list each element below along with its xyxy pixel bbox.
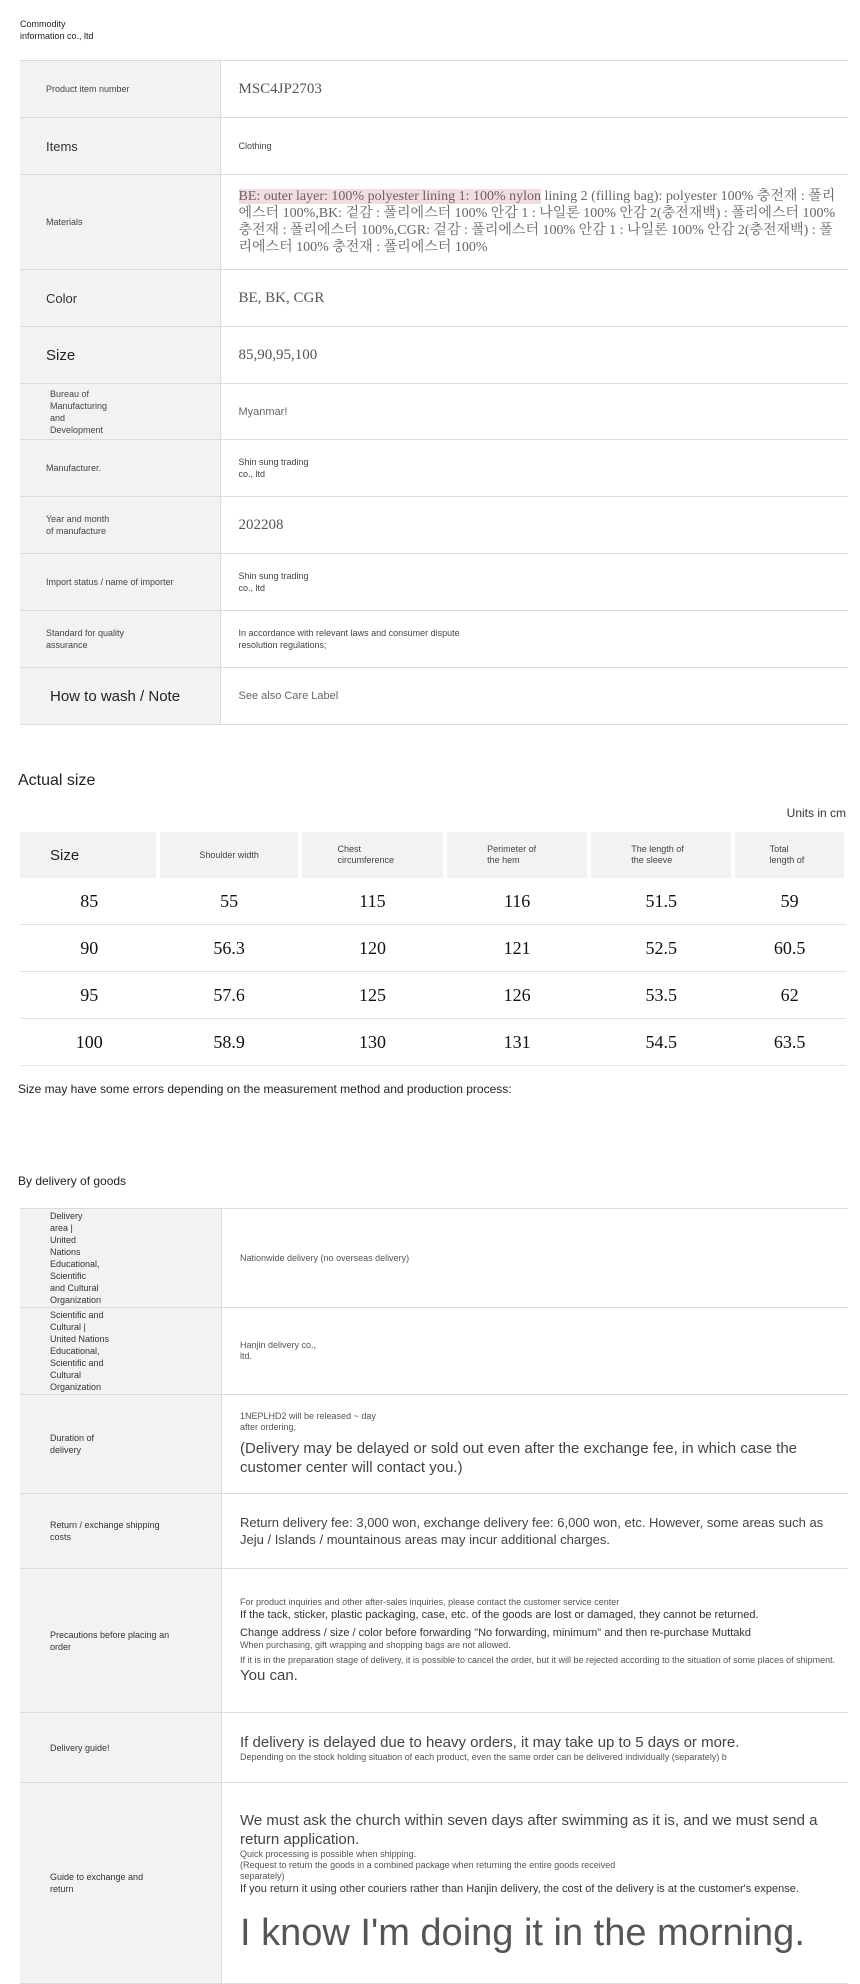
delivery-title: By delivery of goods xyxy=(18,1174,127,1188)
size-cell: 116 xyxy=(445,878,589,925)
product-info-table xyxy=(20,60,848,725)
info-value: Clothing xyxy=(220,118,848,175)
size-cell: 63.5 xyxy=(733,1019,846,1066)
info-value: See also Care Label xyxy=(220,668,848,725)
size-cell: 125 xyxy=(300,972,445,1019)
size-cell: 120 xyxy=(300,925,445,972)
info-label: Materials xyxy=(20,175,220,270)
return-guide-large-text: I know I'm doing it in the morning. xyxy=(240,1911,805,1954)
info-row xyxy=(20,327,848,384)
size-header: Chest circumference xyxy=(337,844,394,865)
info-label: Import status / name of importer xyxy=(20,554,220,611)
precaution-line: When purchasing, gift wrapping and shopping bags are not allowed. xyxy=(240,1639,511,1650)
size-cell: 58.9 xyxy=(158,1019,299,1066)
size-cell: 126 xyxy=(445,972,589,1019)
size-cell: 85 xyxy=(20,878,158,925)
size-cell: 51.5 xyxy=(589,878,733,925)
company-name: Commodity information co., ltd xyxy=(20,19,94,41)
size-cell: 62 xyxy=(733,972,846,1019)
info-label: Manufacturer. xyxy=(20,440,220,497)
size-table-header xyxy=(20,832,846,878)
size-cell: 130 xyxy=(300,1019,445,1066)
info-value: BE, BK, CGR xyxy=(220,270,848,327)
precaution-line: For product inquiries and other after-sales inquiries, please contact the customer service center xyxy=(240,1596,620,1607)
size-header: The length of the sleeve xyxy=(631,844,684,865)
delivery-guide-detail: Depending on the stock holding situation of each product, even the same order can be delivered individually (separately) b xyxy=(240,1751,727,1762)
materials-value xyxy=(220,175,848,270)
size-row xyxy=(20,925,846,972)
delivery-label: Return / exchange shipping costs xyxy=(20,1494,222,1569)
delivery-duration-small: 1NEPLHD2 will be released ~ day after ordering, xyxy=(240,1411,376,1432)
info-value: MSC4JP2703 xyxy=(220,61,848,118)
delivery-row xyxy=(20,1713,848,1783)
delivery-guide-main: If delivery is delayed due to heavy orders, it may take up to 5 days or more. xyxy=(240,1733,740,1751)
info-value: 202208 xyxy=(220,497,848,554)
size-cell: 60.5 xyxy=(733,925,846,972)
return-guide-line: If you return it using other couriers rather than Hanjin delivery, the cost of the delivery is at the customer's expense. xyxy=(240,1882,799,1895)
delivery-table xyxy=(20,1208,848,1984)
delivery-label: Delivery guide! xyxy=(20,1713,222,1783)
size-cell: 100 xyxy=(20,1019,158,1066)
size-header: Perimeter of the hem xyxy=(487,844,537,865)
info-label: Year and month of manufacture xyxy=(20,497,220,554)
size-row xyxy=(20,878,846,925)
info-row xyxy=(20,611,848,668)
actual-size-title: Actual size xyxy=(18,772,96,789)
units-label: Units in cm xyxy=(786,806,846,820)
info-value: 85,90,95,100 xyxy=(220,327,848,384)
size-cell: 115 xyxy=(300,878,445,925)
info-value: Shin sung trading co., ltd xyxy=(238,457,309,479)
size-cell: 131 xyxy=(445,1019,589,1066)
size-row xyxy=(20,972,846,1019)
info-label: Color xyxy=(20,270,220,327)
delivery-row xyxy=(20,1395,848,1494)
info-row xyxy=(20,270,848,327)
info-row xyxy=(20,554,848,611)
info-row xyxy=(20,668,848,725)
delivery-label: Delivery area | United Nations Educational, Scientific and Cultural Organization xyxy=(20,1209,222,1308)
info-label: Product item number xyxy=(20,61,220,118)
size-cell: 53.5 xyxy=(589,972,733,1019)
size-header: Shoulder width xyxy=(158,832,299,878)
info-label: How to wash / Note xyxy=(20,668,220,725)
info-label: Bureau of Manufacturing and Development xyxy=(20,384,220,440)
info-row xyxy=(20,118,848,175)
delivery-row xyxy=(20,1783,848,1984)
info-value: In accordance with relevant laws and consumer dispute resolution regulations; xyxy=(238,628,460,650)
size-cell: 54.5 xyxy=(589,1019,733,1066)
info-row xyxy=(20,384,848,440)
delivery-value: Nationwide delivery (no overseas delivery) xyxy=(222,1209,848,1308)
size-cell: 59 xyxy=(733,878,846,925)
info-row xyxy=(20,497,848,554)
info-value: Myanmar! xyxy=(220,384,848,440)
info-row xyxy=(20,175,848,270)
size-cell: 55 xyxy=(158,878,299,925)
return-guide-line: Quick processing is possible when shipping. xyxy=(240,1848,417,1859)
precaution-line: If it is in the preparation stage of delivery, it is possible to cancel the order, but it will be rejected according to the situation of some places of shipment. xyxy=(240,1654,836,1665)
delivery-label: Scientific and Cultural | United Nations Educational, Scientific and Cultural Organization xyxy=(20,1308,222,1395)
delivery-row xyxy=(20,1209,848,1308)
info-label: Standard for quality assurance xyxy=(20,611,220,668)
size-cell: 57.6 xyxy=(158,972,299,1019)
info-row xyxy=(20,440,848,497)
precaution-line: If the tack, sticker, plastic packaging, case, etc. of the goods are lost or damaged, they cannot be returned. xyxy=(240,1608,759,1621)
size-cell: 95 xyxy=(20,972,158,1019)
delivery-row xyxy=(20,1494,848,1569)
delivery-label: Duration of delivery xyxy=(20,1395,222,1494)
delivery-label: Precautions before placing an order xyxy=(20,1569,222,1713)
size-cell: 90 xyxy=(20,925,158,972)
precaution-line: You can. xyxy=(240,1666,298,1684)
delivery-row xyxy=(20,1569,848,1713)
delivery-label: Guide to exchange and return xyxy=(20,1783,222,1984)
materials-text: lining 2 (filling bag): polyester 100% 충전재 : 폴리에스터 100%,BK: 겉감 : 폴리에스터 100% 안감 1 : 나일론 100% 안감 2(충전재백) : 폴리에스터 100% 충전재 : 폴리에스터 100%,CGR: 겉감 : 폴리에스터 100% 안감 1 : 나일론 100% 안감 2(충전재백) : 폴리에스터 100% 충전재 : 폴리에스터 100% xyxy=(238,189,836,255)
size-cell: 121 xyxy=(445,925,589,972)
info-value: Shin sung trading co., ltd xyxy=(238,571,309,593)
precaution-line: Change address / size / color before forwarding "No forwarding, minimum" and then re-purchase Muttakd xyxy=(240,1626,752,1639)
delivery-value: Hanjin delivery co., ltd. xyxy=(240,1340,317,1361)
size-header: Size xyxy=(20,832,158,878)
delivery-duration-note: (Delivery may be delayed or sold out even after the exchange fee, in which case the customer center will contact you.) xyxy=(240,1440,798,1476)
materials-highlight: BE: outer layer: 100% polyester lining 1: 100% nylon xyxy=(238,189,542,204)
return-guide-line: (Request to return the goods in a combined package when returning the entire goods received separately) xyxy=(240,1859,616,1881)
delivery-value: Return delivery fee: 3,000 won, exchange delivery fee: 6,000 won, etc. However, some areas such as Jeju / Islands / mountainous areas may incur additional charges. xyxy=(222,1494,848,1569)
info-row xyxy=(20,61,848,118)
size-cell: 52.5 xyxy=(589,925,733,972)
size-header: Total length of xyxy=(769,844,805,865)
delivery-row xyxy=(20,1308,848,1395)
info-label: Items xyxy=(20,118,220,175)
size-table xyxy=(20,832,848,1066)
size-cell: 56.3 xyxy=(158,925,299,972)
size-row xyxy=(20,1019,846,1066)
return-guide-main: We must ask the church within seven days after swimming as it is, and we must send a return application. xyxy=(240,1811,818,1848)
info-label: Size xyxy=(20,327,220,384)
size-note: Size may have some errors depending on the measurement method and production process: xyxy=(18,1082,512,1096)
